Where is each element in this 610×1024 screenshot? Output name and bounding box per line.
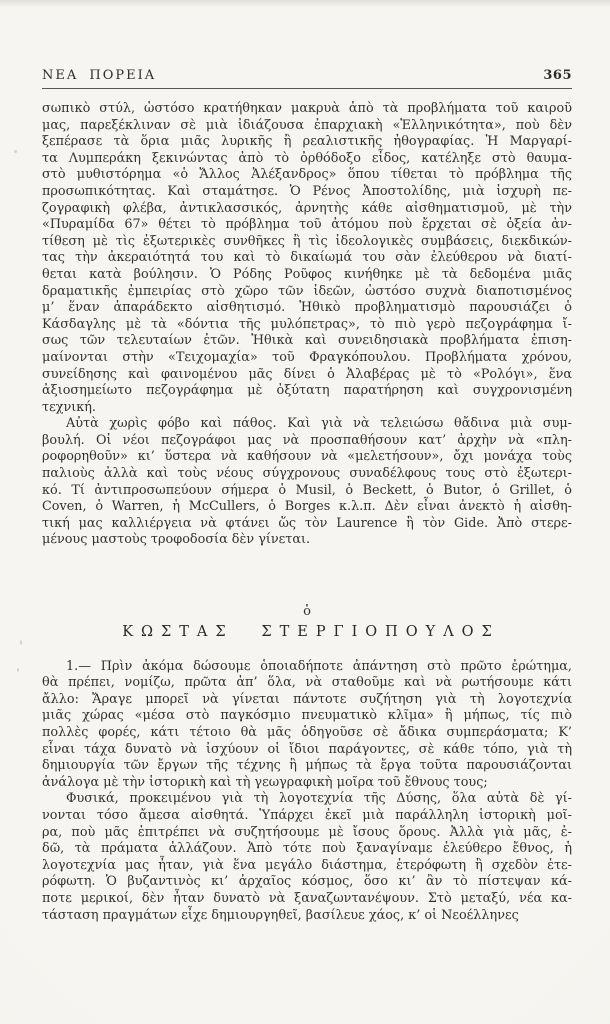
text-line: σως τῶν τελευταίων ἐτῶν. Ἠθικὰ καὶ συνειδησιακὰ προβλήματα ἐπιση- [42,333,572,349]
paragraph [42,659,572,792]
text-line: Αὐτὰ χωρὶς φόβο καὶ πάθος. Καὶ γιὰ νὰ τελειώσω θἄδινα μιὰ συμ- [66,416,572,432]
page-content [42,68,572,924]
text-line: θὰ πρέπει, νομίζω, πρῶτα ἀπ’ ὅλα, νὰ σταθοῦμε καὶ νὰ ρωτήσουμε κάτι [42,675,572,691]
body-text [42,101,572,924]
text-line: στὸ μυθιστόρημα «ὁ Ἄλλος Ἀλέξανδρος» ὅπου τίθεται τὸ πρόβλημα τῆς [42,167,572,183]
text-line: μας, παρεξέκλιναν σὲ μιὰ ἰδιάζουσα ἐπαρχιακὴ «Ἑλληνικότητα», ποὺ δὲν [42,117,572,133]
text-line: δημιουργία τῶν ἔργων τῆς τέχνης ἢ μήπως τὰ ἔργα τοῦτα παρουσιάζονται [42,758,572,774]
text-line: νονται τόσο ἄμεσα αἰσθητά. Ὑπάρχει ἐκεῖ μιὰ παράλληλη ἱστορικὴ μοῖ- [42,807,572,823]
text-line: τας τὴν ἀκεραιότητά του καὶ τὸ δικαίωμά του σὰν ἐλεύθερου νὰ διατί- [42,250,572,266]
text-line: μιᾶς χώρας «μέσα στὸ παγκόσμιο πνευματικὸ κλῖμα» ἢ μήπως, τίς πιὸ [42,708,572,724]
text-line: κό. Τί ἀντιπροσωπεύουν σήμερα ὁ Musil, ὁ Beckett, ὁ Butor, ὁ Grillet, ὁ [42,482,572,498]
text-line: «Πυραμίδα 67» θέτει τὸ πρόβλημα τοῦ ἀτόμου ποὺ ἔρχεται σὲ ὀξεία ἀν- [42,217,572,233]
text-line: λογοτεχνία μας ἦταν, γιὰ ἕνα μεγάλο διάστημα, ἑτερόφωτη ἢ σχεδὸν ἑτε- [42,857,572,873]
text-line: δραματικῆς ἐμπειρίας στὸ χῶρο τῶν ἰδεῶν, ὡστόσο συχνὰ διαποτισμένος [42,283,572,299]
text-line: τική μας καλλιέργεια νὰ φτάνει ὥς τὸν Laurence ἢ τὸν Gide. Ἀπὸ στερε- [42,515,572,531]
text-line: βουλή. Οἱ νέοι πεζογράφοι μας νὰ προσπαθήσουν κατ’ ἀρχὴν νὰ «πλη- [42,432,572,448]
text-line: προσωπικότητας. Καὶ σταμάτησε. Ὁ Ρένος Ἀποστολίδης, μιὰ ἰσχυρὴ πε- [42,183,572,199]
text-line: μ’ ἕναν ἀπαράδεκτο αἰσθητισμό. Ἠθικὸ προβληματισμὸ παρουσιάζει ὁ [42,300,572,316]
article-body-section [42,659,572,925]
text-line: ροφορηθοῦν» κι’ ὕστερα νὰ καθήσουν νὰ «μελετήσουν», ὄχι μονάχα τοὺς [42,449,572,465]
text-line: ρόφωτη. Ὁ βυζαντινὸς κι’ ἀρχαῖος κόσμος, ὅσο κι’ ἂν τὸ πίστεψαν κά- [42,874,572,890]
scan-speckle [17,668,19,672]
text-line: ἄλλο: Ἄραγε μπορεῖ νὰ γίνεται πάντοτε συζήτηση γιὰ τὴ λογοτεχνία [42,691,572,707]
paragraph [42,101,572,416]
text-line: σωπικὸ στύλ, ὡστόσο κρατήθηκαν μακρυὰ ἀπὸ τὰ προβλήματα τοῦ καιροῦ [42,101,572,116]
text-line: δῶ, τὰ πράματα ἀλλάζουν. Ἀπὸ τότε ποὺ ξαναγίναμε ἐλεύθερο ἔθνος, ἡ [42,841,572,857]
heading-article-prefix: ὁ [303,604,311,620]
text-line: ζογραφικὴ φλέβα, ἀντικλασσικός, ἀρνητὴς κάθε αἰσθηματισμοῦ, μὲ τὴν [42,200,572,216]
text-line: τεχνική. [42,399,96,415]
scan-speckle [20,640,22,645]
text-line: πολλὲς φορές, κάτι τέτοιο θὰ μᾶς ὁδηγοῦσε σὲ ἄδικα συμπεράσματα; Κ’ [42,725,572,740]
section-heading [42,605,572,642]
text-line: ἀνάλογα μὲ τὴν ἱστορικὴ καὶ τὴ γεωγραφικὴ μοῖρα τοῦ ἔθνους τους; [42,774,488,790]
text-line: τίθεση μὲ τὶς ἐξωτερικὲς συνθῆκες ἢ τὶς ἰδεολογικὲς συμβάσεις, διεκδικών- [42,233,572,249]
author-name-heading: ΚΩΣΤΑΣ ΣΤΕΡΓΙΟΠΟΥΛΟΣ [122,624,500,641]
text-line: 1.— Πρὶν ἀκόμα δώσουμε ὁποιαδήποτε ἀπάντηση στὸ πρῶτο ἐρώτημα, [66,658,572,674]
running-header [42,68,572,89]
text-line: ποτε μερικοί, δὲν ἦταν δυνατὸ νὰ ξαναζωντανέψουν. Στὸ μεταξύ, νέα κα- [42,890,572,906]
text-line: Coven, ὁ Warren, ἡ McCullers, ὁ Borges κ.λ.π. Δὲν εἶναι ἀνεκτὸ ἡ αἰσθη- [42,499,572,515]
text-line: τα Λυμπεράκη ξεκινώντας ἀπὸ τὸ ὀρθόδοξο εἶδος, κατέληξε στὸ θαυμα- [42,150,572,166]
text-line: ρα, ποὺ μᾶς ἐπιτρέπει νὰ συζητήσουμε μὲ ἴσους ὅρους. Ἀλλὰ γιὰ μᾶς, ἐ- [42,824,572,840]
scan-speckle [14,150,17,153]
journal-title: ΝΕΑ ΠΟΡΕΙΑ [42,68,157,83]
paragraph [42,791,572,924]
text-line: μένους μαστοὺς τροφοδοσία δὲν γίνεται. [42,532,311,548]
text-line: μαίνονται στὴν «Τειχομαχία» τοῦ Φραγκόπουλου. Προβλήματα χρόνου, [42,349,572,365]
paragraph [42,416,572,549]
text-line: θεται κατὰ βούλησιν. Ὁ Ρόδης Ροῦφος κινήθηκε μὲ τὰ δεδομένα μιᾶς [42,266,572,282]
text-line: εἶναι τάχα δυνατὸ νὰ ἰσχύουν οἱ ἴδιοι παράγοντες, σὲ κάθε τόπο, γιὰ τὴ [42,741,572,757]
text-line: ἀξιοσημείωτο πεζογράφημα μὲ ὀξύτατη παρατήρηση καὶ συγχρονισμένη [42,383,572,399]
text-line: παλιοὺς ἀλλὰ καὶ τοὺς νέους σύγχρονους συναδέλφους τους στὸ ἐξωτερι- [42,466,572,482]
text-line: Κάσδαγλης μὲ τὰ «δόντια τῆς μυλόπετρας», τὸ πιὸ γερὸ πεζογράφημα ἴ- [42,316,572,332]
article-end-section [42,101,572,549]
text-line: τάσταση πραγμάτων εἶχε δημιουργηθεῖ, βασίλευε χάος, κ’ οἱ Νεοέλληνες [42,907,519,923]
text-line: συνείδησης καὶ φαινομένου μᾶς δίνει ὁ Ἀλαβέρας μὲ τὸ «Ρολόγι», ἕνα [42,366,572,382]
text-line: ξεπέρασε τὰ ὅρια μιᾶς λυρικῆς ἢ ρεαλιστικῆς ἠθογραφίας. Ἡ Μαργαρί- [42,134,572,150]
text-line: Φυσικά, προκειμένου γιὰ τὴ λογοτεχνία τῆς Δύσης, ὅλα αὐτὰ δὲ γί- [66,791,572,807]
scan-edge-shadow [0,0,610,7]
page-number: 365 [543,68,572,83]
